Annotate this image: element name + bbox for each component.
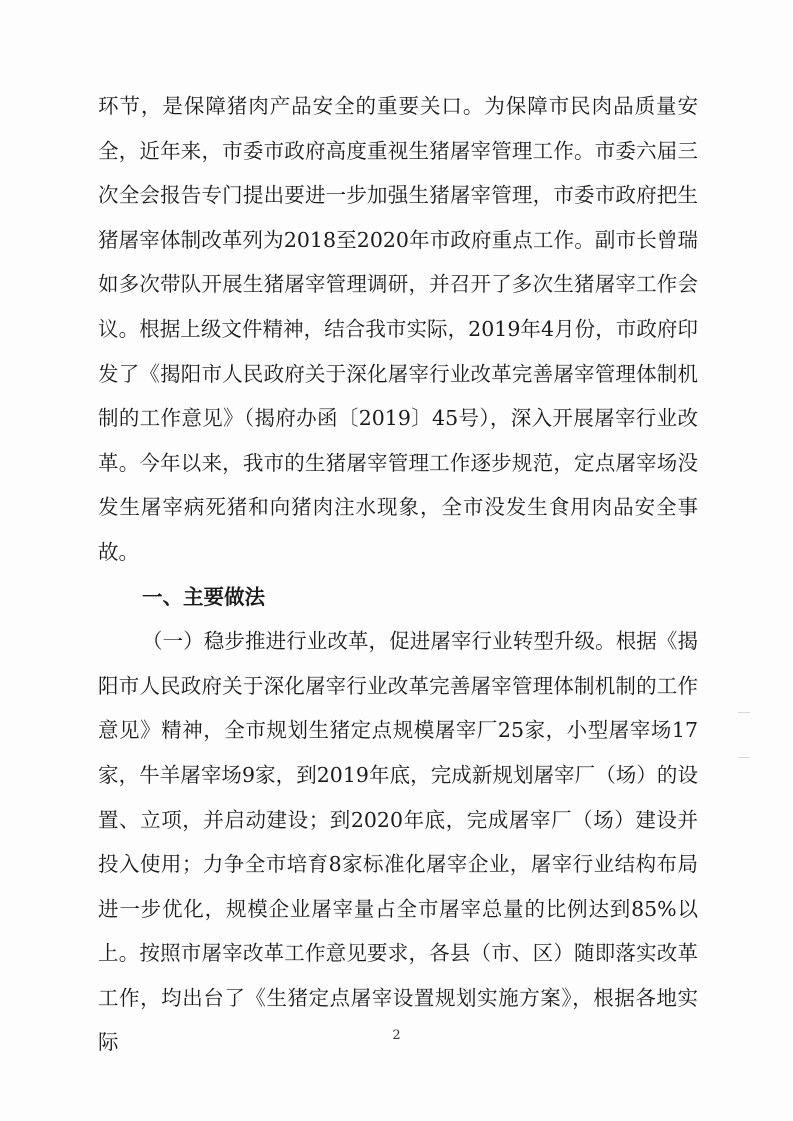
subsection-paragraph: （一）稳步推进行业改革，促进屠宰行业转型升级。根据《揭阳市人民政府关于深化屠宰行业改革完善屠宰管理体制机制的工作意见》精神，全市规划生猪定点规模屠宰厂25家，小型屠宰场17家，牛羊屠宰场9家，到2019年底，完成新规划屠宰厂（场）的设置、立项，并启动建设；到2020年底，完成屠宰厂（场）建设并投入使用；力争全市培育8家标准化屠宰企业，屠宰行业结构布局进一步优化，规模企业屠宰量占全市屠宰总量的比例达到85%以上。按照市屠宰改革工作意见要求，各县（市、区）随即落实改革工作，均出台了《生猪定点屠宰设置规划实施方案》，根据各地实际 bbox=[98, 629, 698, 1055]
scan-artifact bbox=[738, 757, 750, 758]
section-heading: 一、主要做法 bbox=[142, 584, 265, 609]
document-body bbox=[98, 84, 698, 1065]
body-paragraph: 环节，是保障猪肉产品安全的重要关口。为保障市民肉品质量安全，近年来，市委市政府高度重视生猪屠宰管理工作。市委六届三次全会报告专门提出要进一步加强生猪屠宰管理，市委市政府把生猪屠宰体制改革列为2018至2020年市政府重点工作。副市长曾瑞如多次带队开展生猪屠宰管理调研，并召开了多次生猪屠宰工作会议。根据上级文件精神，结合我市实际，2019年4月份，市政府印发了《揭阳市人民政府关于深化屠宰行业改革完善屠宰管理体制机制的工作意见》（揭府办函〔2019〕45号），深入开展屠宰行业改革。今年以来，我市的生猪屠宰管理工作逐步规范，定点屠宰场没发生屠宰病死猪和向猪肉注水现象，全市没发生食用肉品安全事故。 bbox=[98, 94, 698, 564]
page-number: 2 bbox=[392, 1028, 401, 1043]
scan-artifact bbox=[738, 712, 750, 713]
